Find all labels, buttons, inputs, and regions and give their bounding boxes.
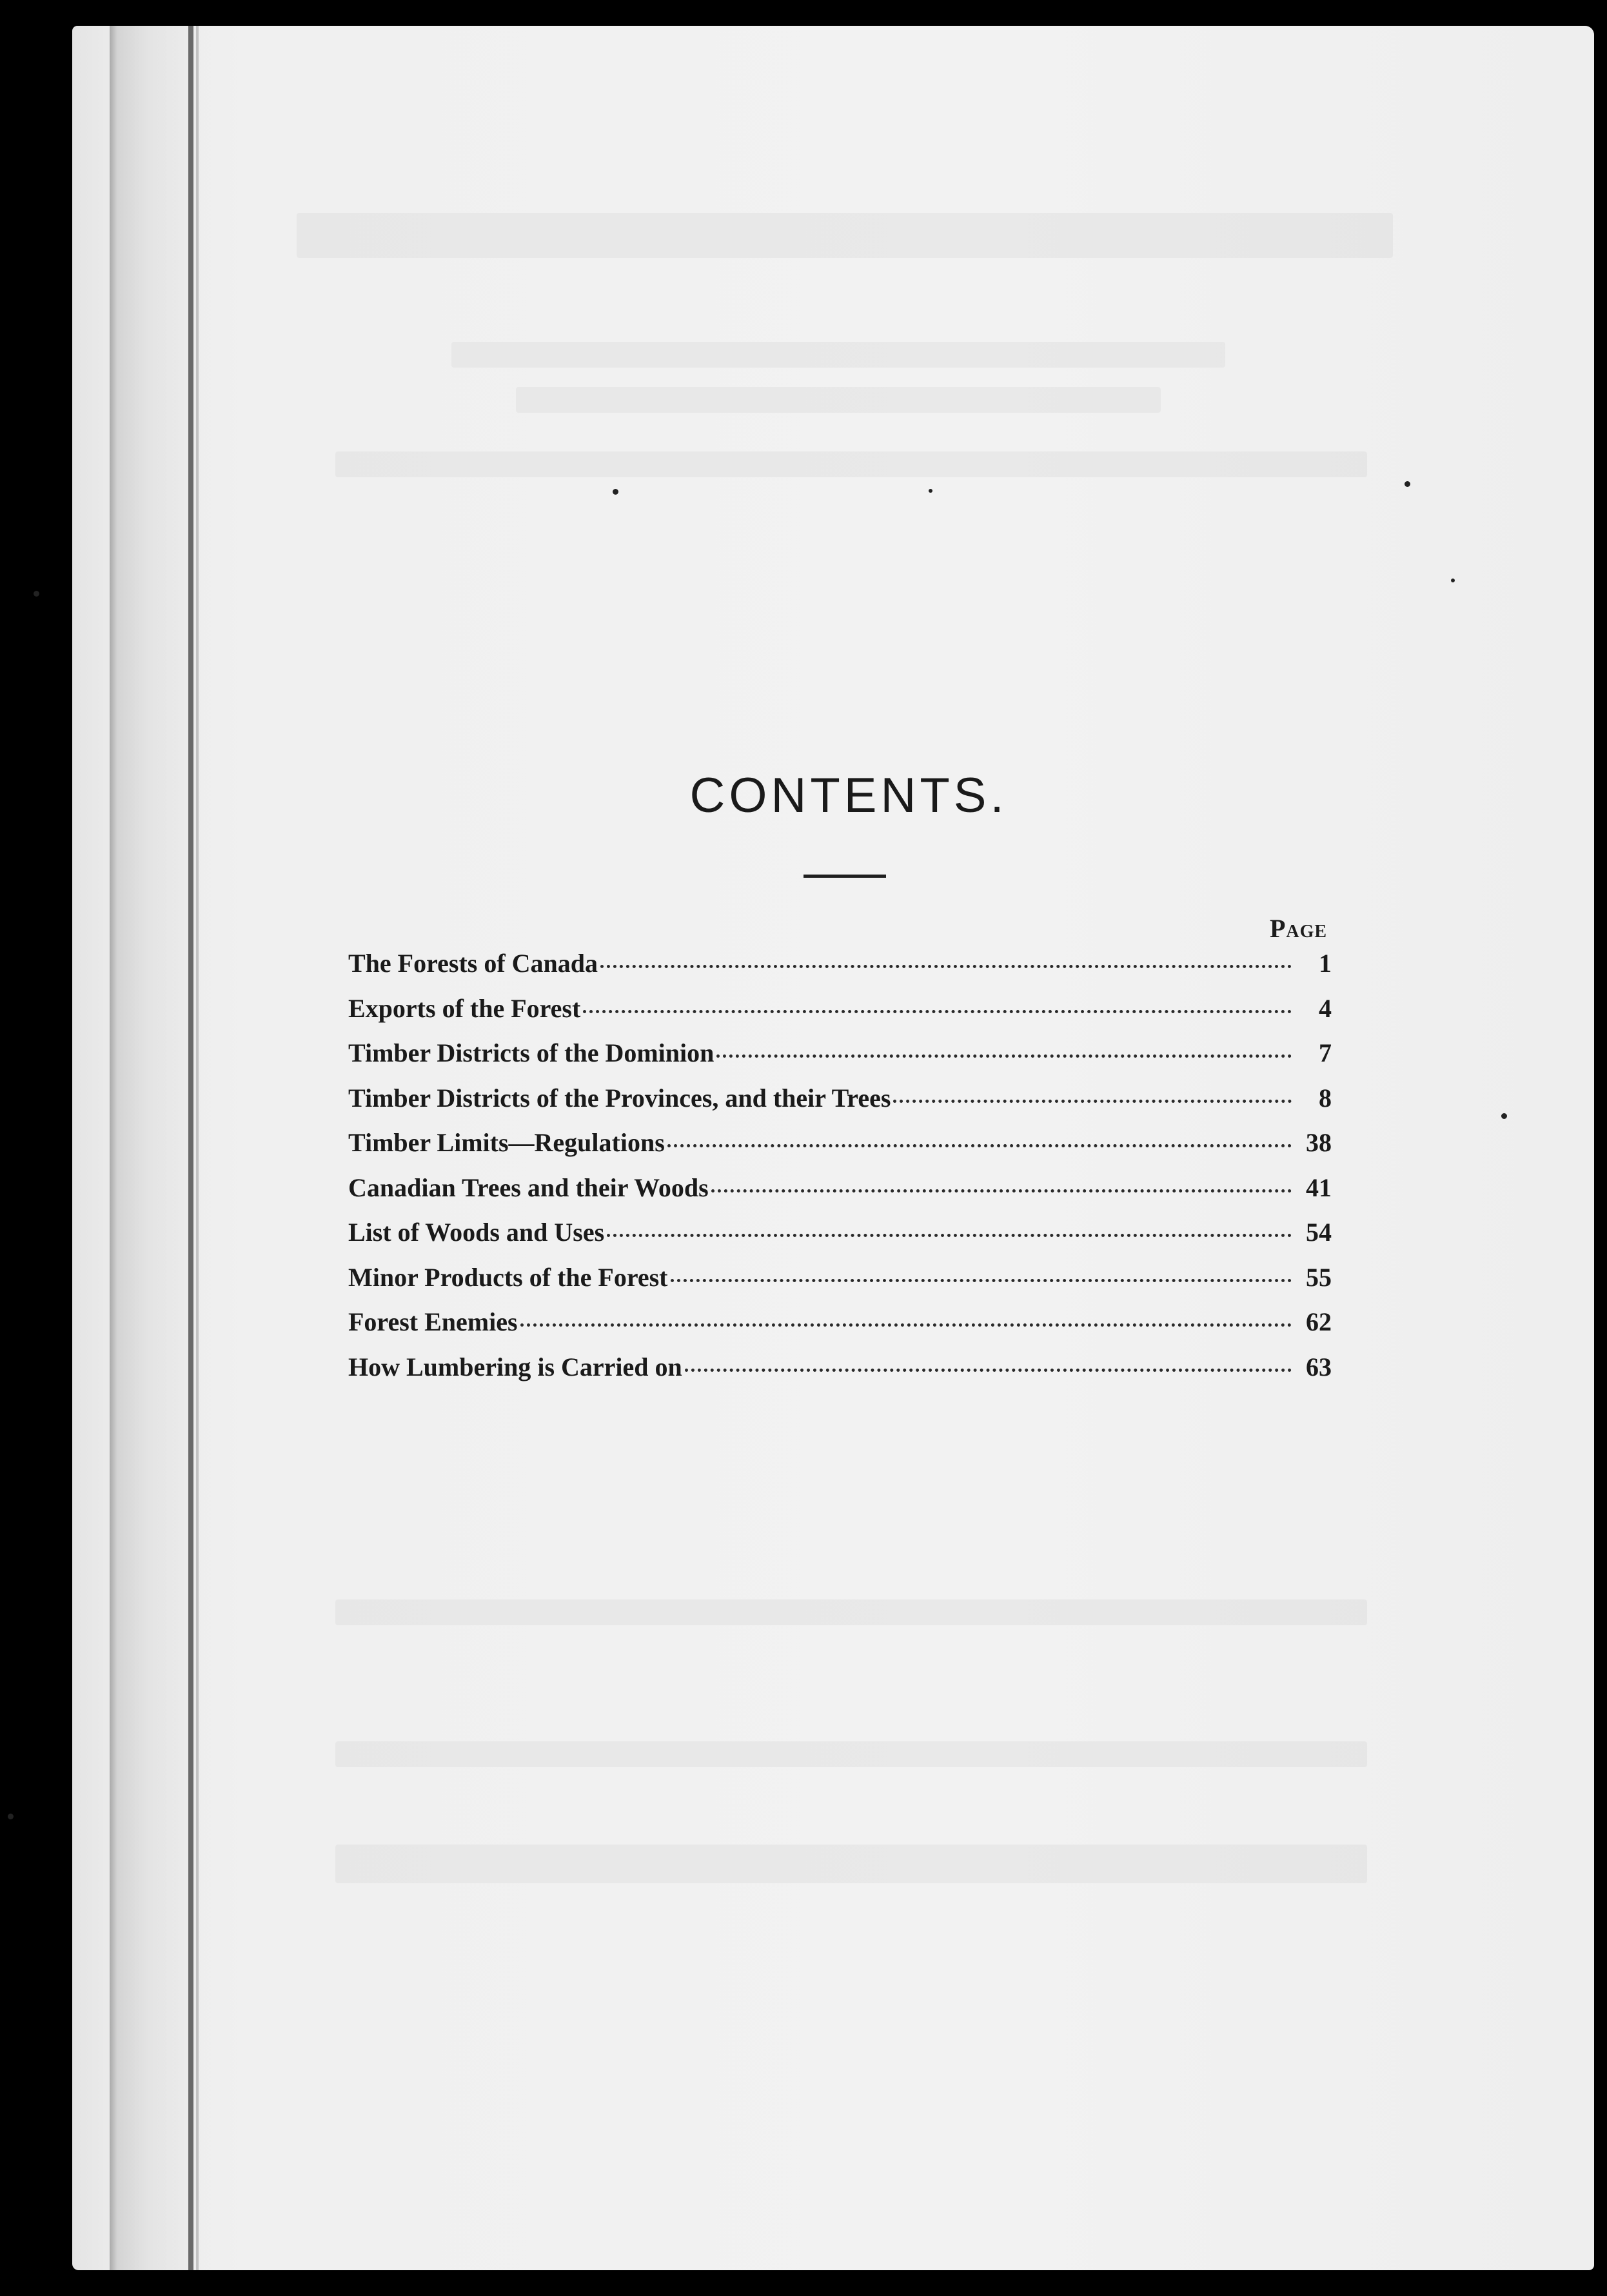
dust-speck [1405, 481, 1410, 487]
toc-entry-title: How Lumbering is Carried on [348, 1352, 682, 1381]
toc-entry [348, 1262, 1332, 1307]
bleed-through-mark [335, 1741, 1367, 1767]
dust-speck [1451, 579, 1455, 582]
dot-leader [685, 1369, 1292, 1372]
table-of-contents [348, 948, 1332, 1396]
bleed-through-mark [335, 1599, 1367, 1625]
toc-entry-title: Timber Districts of the Dominion [348, 1038, 715, 1067]
toc-entry-title: Forest Enemies [348, 1307, 518, 1336]
toc-entry-page: 1 [1319, 949, 1332, 978]
bleed-through-mark [451, 342, 1225, 368]
dust-speck [1501, 1113, 1507, 1119]
toc-entry-page: 54 [1306, 1218, 1332, 1247]
toc-entry [348, 1307, 1332, 1352]
toc-entry [348, 1173, 1332, 1218]
toc-entry-title: Timber Limits—Regulations [348, 1128, 665, 1157]
toc-entry-title: Canadian Trees and their Woods [348, 1173, 709, 1202]
toc-entry-title: List of Woods and Uses [348, 1218, 605, 1247]
dot-leader [716, 1054, 1292, 1058]
toc-entry [348, 1083, 1332, 1128]
dot-leader [711, 1189, 1292, 1193]
dust-speck [8, 1814, 14, 1819]
toc-entry-page: 62 [1306, 1307, 1332, 1336]
toc-entry-page: 7 [1319, 1038, 1332, 1067]
bleed-through-mark [297, 213, 1393, 258]
toc-entry [348, 1217, 1332, 1262]
binding-crease [188, 26, 193, 2270]
toc-entry-title: The Forests of Canada [348, 949, 598, 978]
toc-entry-title: Timber Districts of the Provinces, and their Trees [348, 1083, 891, 1113]
bleed-through-mark [335, 451, 1367, 477]
toc-entry [348, 993, 1332, 1038]
dot-leader [583, 1010, 1292, 1013]
dot-leader [600, 965, 1292, 968]
toc-entry-page: 4 [1319, 993, 1332, 1023]
dot-leader [667, 1144, 1292, 1147]
toc-entry-title: Minor Products of the Forest [348, 1262, 668, 1292]
dot-leader [520, 1323, 1292, 1327]
binding-crease-secondary [196, 26, 199, 2270]
toc-entry [348, 1352, 1332, 1397]
page-column-label: Page [1270, 914, 1328, 943]
toc-entry-title: Exports of the Forest [348, 993, 581, 1023]
toc-entry-page: 41 [1306, 1173, 1332, 1202]
toc-entry-page: 8 [1319, 1083, 1332, 1113]
toc-entry [348, 1038, 1332, 1083]
bleed-through-mark [335, 1845, 1367, 1883]
heading-rule [803, 875, 886, 878]
dot-leader [671, 1279, 1292, 1282]
toc-entry [348, 948, 1332, 993]
toc-entry [348, 1127, 1332, 1173]
dot-leader [893, 1100, 1292, 1103]
dust-speck [613, 489, 618, 495]
bleed-through-mark [516, 387, 1161, 413]
toc-entry-page: 55 [1306, 1262, 1332, 1292]
dust-speck [34, 591, 39, 597]
dot-leader [607, 1234, 1292, 1237]
toc-entry-page: 38 [1306, 1128, 1332, 1157]
dust-speck [929, 489, 932, 493]
toc-entry-page: 63 [1306, 1352, 1332, 1381]
contents-heading: CONTENTS. [689, 768, 1008, 823]
